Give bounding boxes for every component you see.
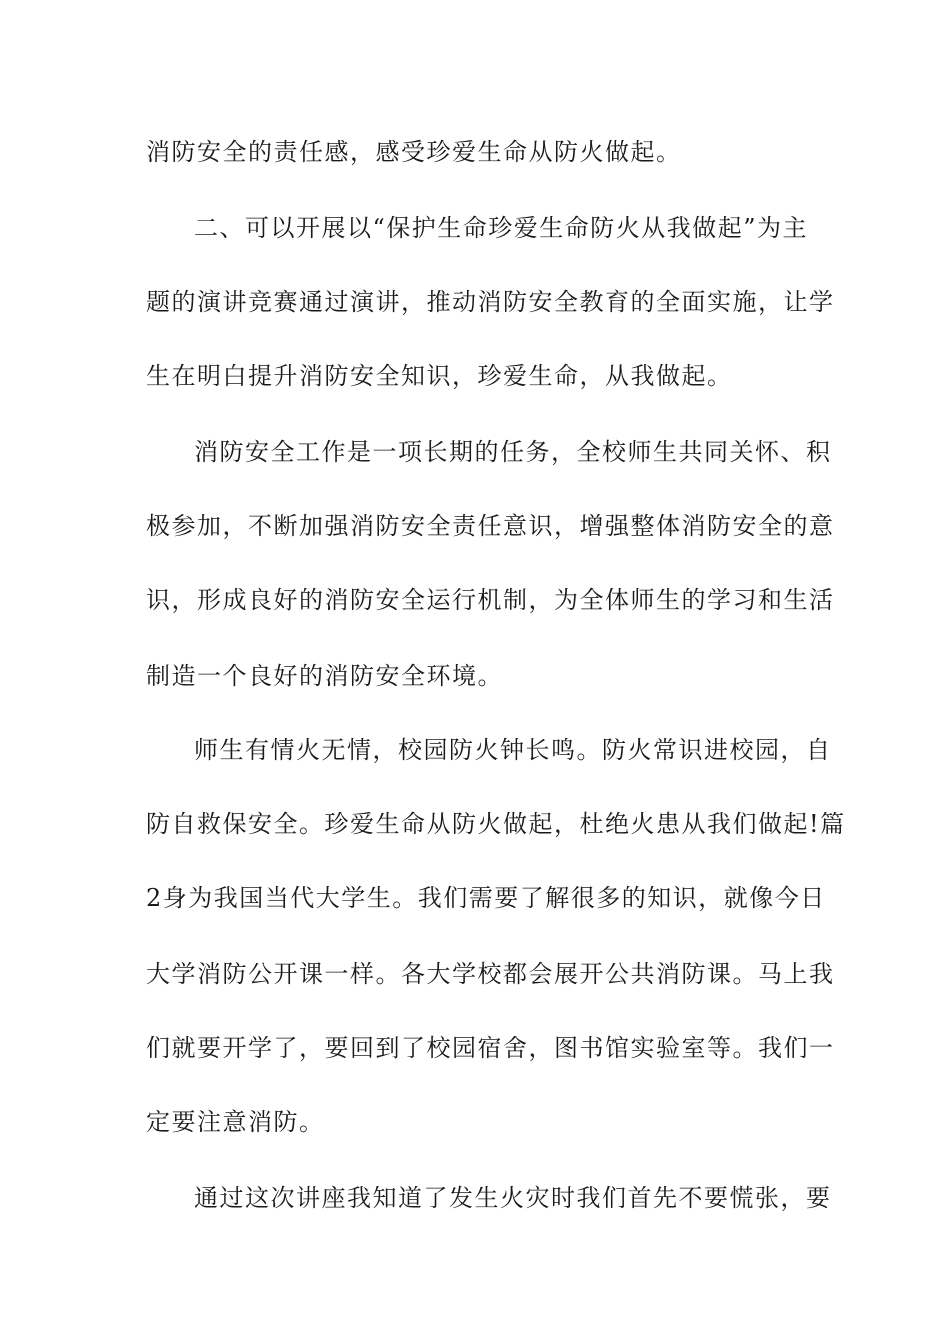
- text-line: 消防安全的责任感，感受珍爱生命从防火做起。: [146, 138, 682, 166]
- text-line: 定要注意消防。: [146, 1108, 325, 1136]
- paragraph-first-line: 二、可以开展以“保护生命珍爱生命防火从我做起”为主: [194, 214, 809, 242]
- text-line: 生在明白提升消防安全知识，珍爱生命，从我做起。: [146, 362, 733, 390]
- text-line: 们就要开学了，要回到了校园宿舍，图书馆实验室等。我们一: [146, 1034, 835, 1062]
- text-line: 识，形成良好的消防安全运行机制，为全体师生的学习和生活: [146, 586, 835, 614]
- text-line: 题的演讲竞赛通过演讲，推动消防安全教育的全面实施，让学: [146, 288, 835, 316]
- paragraph-first-line: 通过这次讲座我知道了发生火灾时我们首先不要慌张，要: [194, 1184, 832, 1212]
- text-line: 制造一个良好的消防安全环境。: [146, 662, 503, 690]
- paragraph-first-line: 消防安全工作是一项长期的任务，全校师生共同关怀、积: [194, 438, 832, 466]
- text-line: 大学消防公开课一样。各大学校都会展开公共消防课。马上我: [146, 960, 835, 988]
- text-line: 极参加，不断加强消防安全责任意识，增强整体消防安全的意: [146, 512, 835, 540]
- paragraph-first-line: 师生有情火无情，校园防火钟长鸣。防火常识进校园，自: [194, 736, 832, 764]
- text-line: 防自救保安全。珍爱生命从防火做起，杜绝火患从我们做起!篇: [146, 810, 846, 838]
- text-line: 2身为我国当代大学生。我们需要了解很多的知识，就像今日: [146, 884, 826, 912]
